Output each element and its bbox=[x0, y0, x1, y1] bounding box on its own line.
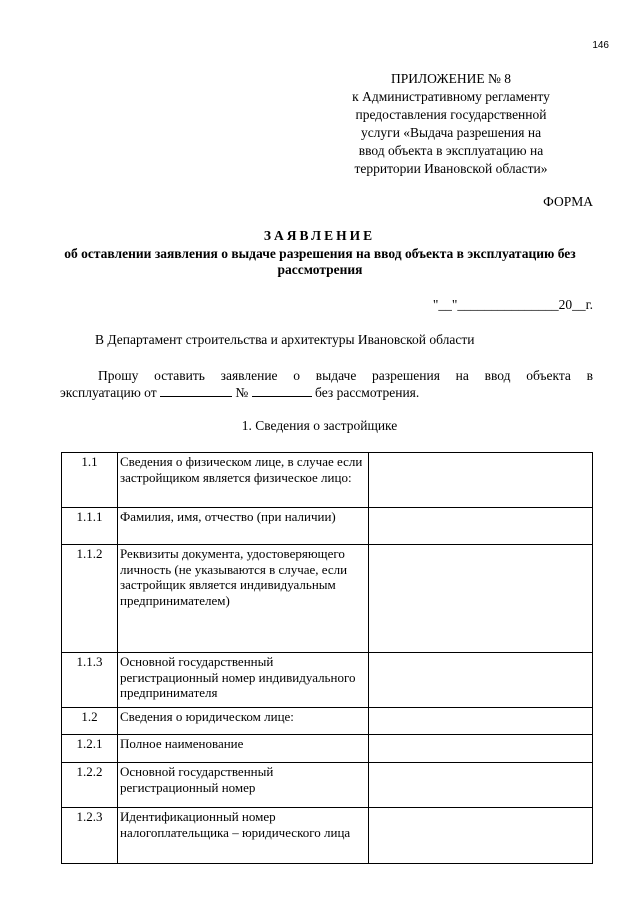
number-blank bbox=[252, 385, 312, 397]
row-value bbox=[369, 808, 593, 864]
row-number: 1.2 bbox=[62, 708, 118, 735]
appendix-line: предоставления государственной bbox=[355, 107, 547, 122]
row-description: Полное наименование bbox=[118, 735, 369, 763]
row-value bbox=[369, 453, 593, 508]
addressee: В Департамент строительства и архитектуры Ивановской области bbox=[95, 332, 475, 347]
row-number: 1.2.1 bbox=[62, 735, 118, 763]
row-number: 1.2.2 bbox=[62, 763, 118, 808]
row-description: Основной государственный регистрационный номер bbox=[118, 763, 369, 808]
developer-info-table bbox=[61, 452, 593, 864]
request-text: без рассмотрения. bbox=[315, 385, 420, 400]
table-row bbox=[62, 653, 593, 708]
appendix-line: территории Ивановской области» bbox=[354, 161, 548, 176]
row-value bbox=[369, 708, 593, 735]
appendix-header bbox=[311, 70, 591, 178]
row-value bbox=[369, 763, 593, 808]
table-row bbox=[62, 708, 593, 735]
appendix-line: ввод объекта в эксплуатацию на bbox=[358, 143, 544, 158]
page-number: 146 bbox=[592, 40, 609, 51]
section-title: 1. Сведения о застройщике bbox=[241, 418, 398, 433]
request-paragraph bbox=[60, 367, 593, 401]
row-number: 1.1.1 bbox=[62, 508, 118, 545]
document-subtitle: об оставлении заявления о выдаче разрешения на ввод объекта в эксплуатацию без рассмотрения bbox=[64, 246, 576, 277]
row-description: Реквизиты документа, удостоверяющего личность (не указываются в случае, если застройщик является индивидуальным предпринимателем) bbox=[118, 545, 369, 653]
row-number: 1.2.3 bbox=[62, 808, 118, 864]
row-value bbox=[369, 735, 593, 763]
row-number: 1.1.2 bbox=[62, 545, 118, 653]
table-row bbox=[62, 763, 593, 808]
number-sign: № bbox=[235, 385, 249, 400]
row-value bbox=[369, 508, 593, 545]
request-text: эксплуатацию от bbox=[60, 385, 157, 400]
date-blank bbox=[160, 385, 232, 397]
row-number: 1.1 bbox=[62, 453, 118, 508]
appendix-line: к Административному регламенту bbox=[352, 89, 550, 104]
row-value bbox=[369, 545, 593, 653]
row-description: Основной государственный регистрационный номер индивидуального предпринимателя bbox=[118, 653, 369, 708]
table-row bbox=[62, 508, 593, 545]
row-value bbox=[369, 653, 593, 708]
row-description: Сведения о физическом лице, в случае если застройщиком является физическое лицо: bbox=[118, 453, 369, 508]
table-row bbox=[62, 453, 593, 508]
request-text-line1: Прошу оставить заявление о выдаче разрешения на ввод объекта в bbox=[98, 368, 593, 383]
row-description: Фамилия, имя, отчество (при наличии) bbox=[118, 508, 369, 545]
row-number: 1.1.3 bbox=[62, 653, 118, 708]
document-title: ЗАЯВЛЕНИЕ bbox=[263, 228, 376, 243]
form-label: ФОРМА bbox=[543, 194, 593, 209]
row-description: Сведения о юридическом лице: bbox=[118, 708, 369, 735]
table-row bbox=[62, 545, 593, 653]
appendix-line: услуги «Выдача разрешения на bbox=[360, 125, 542, 140]
request-text-line2 bbox=[60, 384, 593, 401]
row-description: Идентификационный номер налогоплательщика – юридического лица bbox=[118, 808, 369, 864]
date-line: "__"_______________20__г. bbox=[432, 297, 593, 312]
appendix-line: ПРИЛОЖЕНИЕ № 8 bbox=[390, 71, 512, 86]
table-row bbox=[62, 808, 593, 864]
table-row bbox=[62, 735, 593, 763]
